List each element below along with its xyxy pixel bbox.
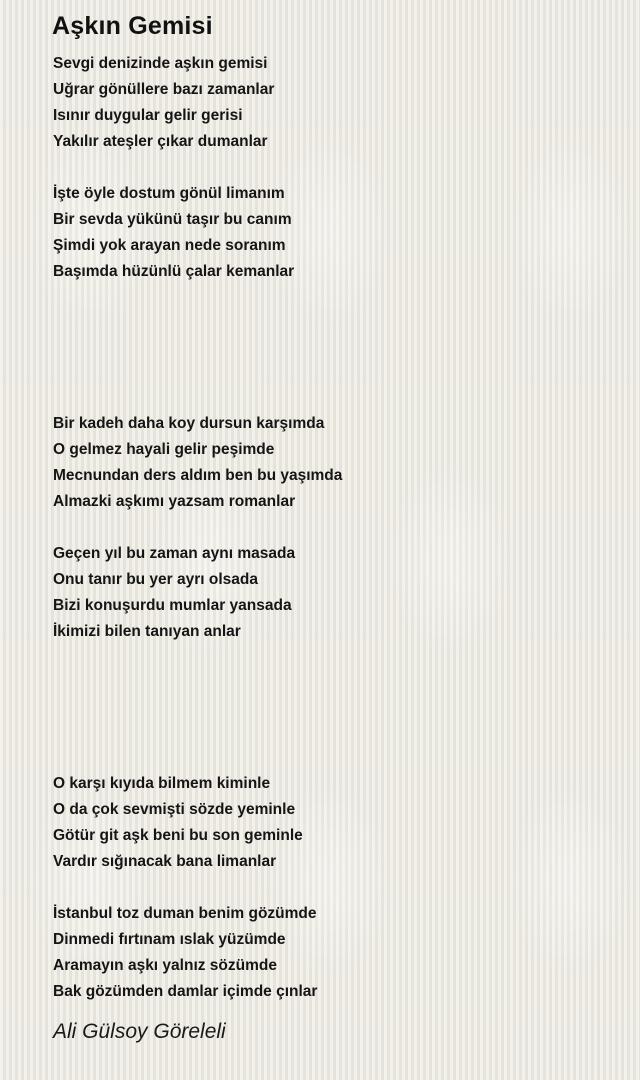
poem-line: İşte öyle dostum gönül limanım bbox=[53, 185, 285, 202]
poem-line: Bir sevda yükünü taşır bu canım bbox=[53, 211, 292, 228]
poem-line: Isınır duygular gelir gerisi bbox=[53, 107, 243, 124]
poem-line: Götür git aşk beni bu son geminle bbox=[53, 827, 303, 844]
poem-line: Dinmedi fırtınam ıslak yüzümde bbox=[53, 931, 286, 948]
poem-line: O da çok sevmişti sözde yeminle bbox=[53, 801, 296, 818]
stanza-5 bbox=[53, 771, 613, 875]
poem-line: Yakılır ateşler çıkar dumanlar bbox=[53, 133, 268, 150]
stanza-4 bbox=[53, 541, 613, 645]
poem-line: Bizi konuşurdu mumlar yansada bbox=[53, 597, 292, 614]
poem-line: Sevgi denizinde aşkın gemisi bbox=[53, 55, 268, 72]
poem-line: Vardır sığınacak bana limanlar bbox=[53, 853, 277, 870]
poem-line: İstanbul toz duman benim gözümde bbox=[53, 905, 317, 922]
poem-line: Uğrar gönüllere bazı zamanlar bbox=[53, 81, 275, 98]
stanza-3 bbox=[53, 411, 613, 515]
poem-line: Şimdi yok arayan nede soranım bbox=[53, 237, 286, 254]
poem-author: Ali Gülsoy Göreleli bbox=[53, 1020, 226, 1043]
poem-line: Mecnundan ders aldım ben bu yaşımda bbox=[53, 467, 343, 484]
poem-line: Geçen yıl bu zaman aynı masada bbox=[53, 545, 296, 562]
poem-line: Bir kadeh daha koy dursun karşımda bbox=[53, 415, 325, 432]
stanza-2 bbox=[53, 181, 613, 285]
poem-line: Onu tanır bu yer ayrı olsada bbox=[53, 571, 259, 588]
poem-line: Aramayın aşkı yalnız sözümde bbox=[53, 957, 277, 974]
stanza-1 bbox=[53, 51, 613, 155]
poem-line: İkimizi bilen tanıyan anlar bbox=[53, 623, 241, 640]
stanza-6 bbox=[53, 901, 613, 1005]
poem-line: Almazki aşkımı yazsam romanlar bbox=[53, 493, 296, 510]
poem-line: O gelmez hayali gelir peşimde bbox=[53, 441, 275, 458]
poem-line: O karşı kıyıda bilmem kiminle bbox=[53, 775, 271, 792]
poem-line: Başımda hüzünlü çalar kemanlar bbox=[53, 263, 295, 280]
poem-line: Bak gözümden damlar içimde çınlar bbox=[53, 983, 318, 1000]
poem-title: Aşkın Gemisi bbox=[52, 12, 213, 40]
